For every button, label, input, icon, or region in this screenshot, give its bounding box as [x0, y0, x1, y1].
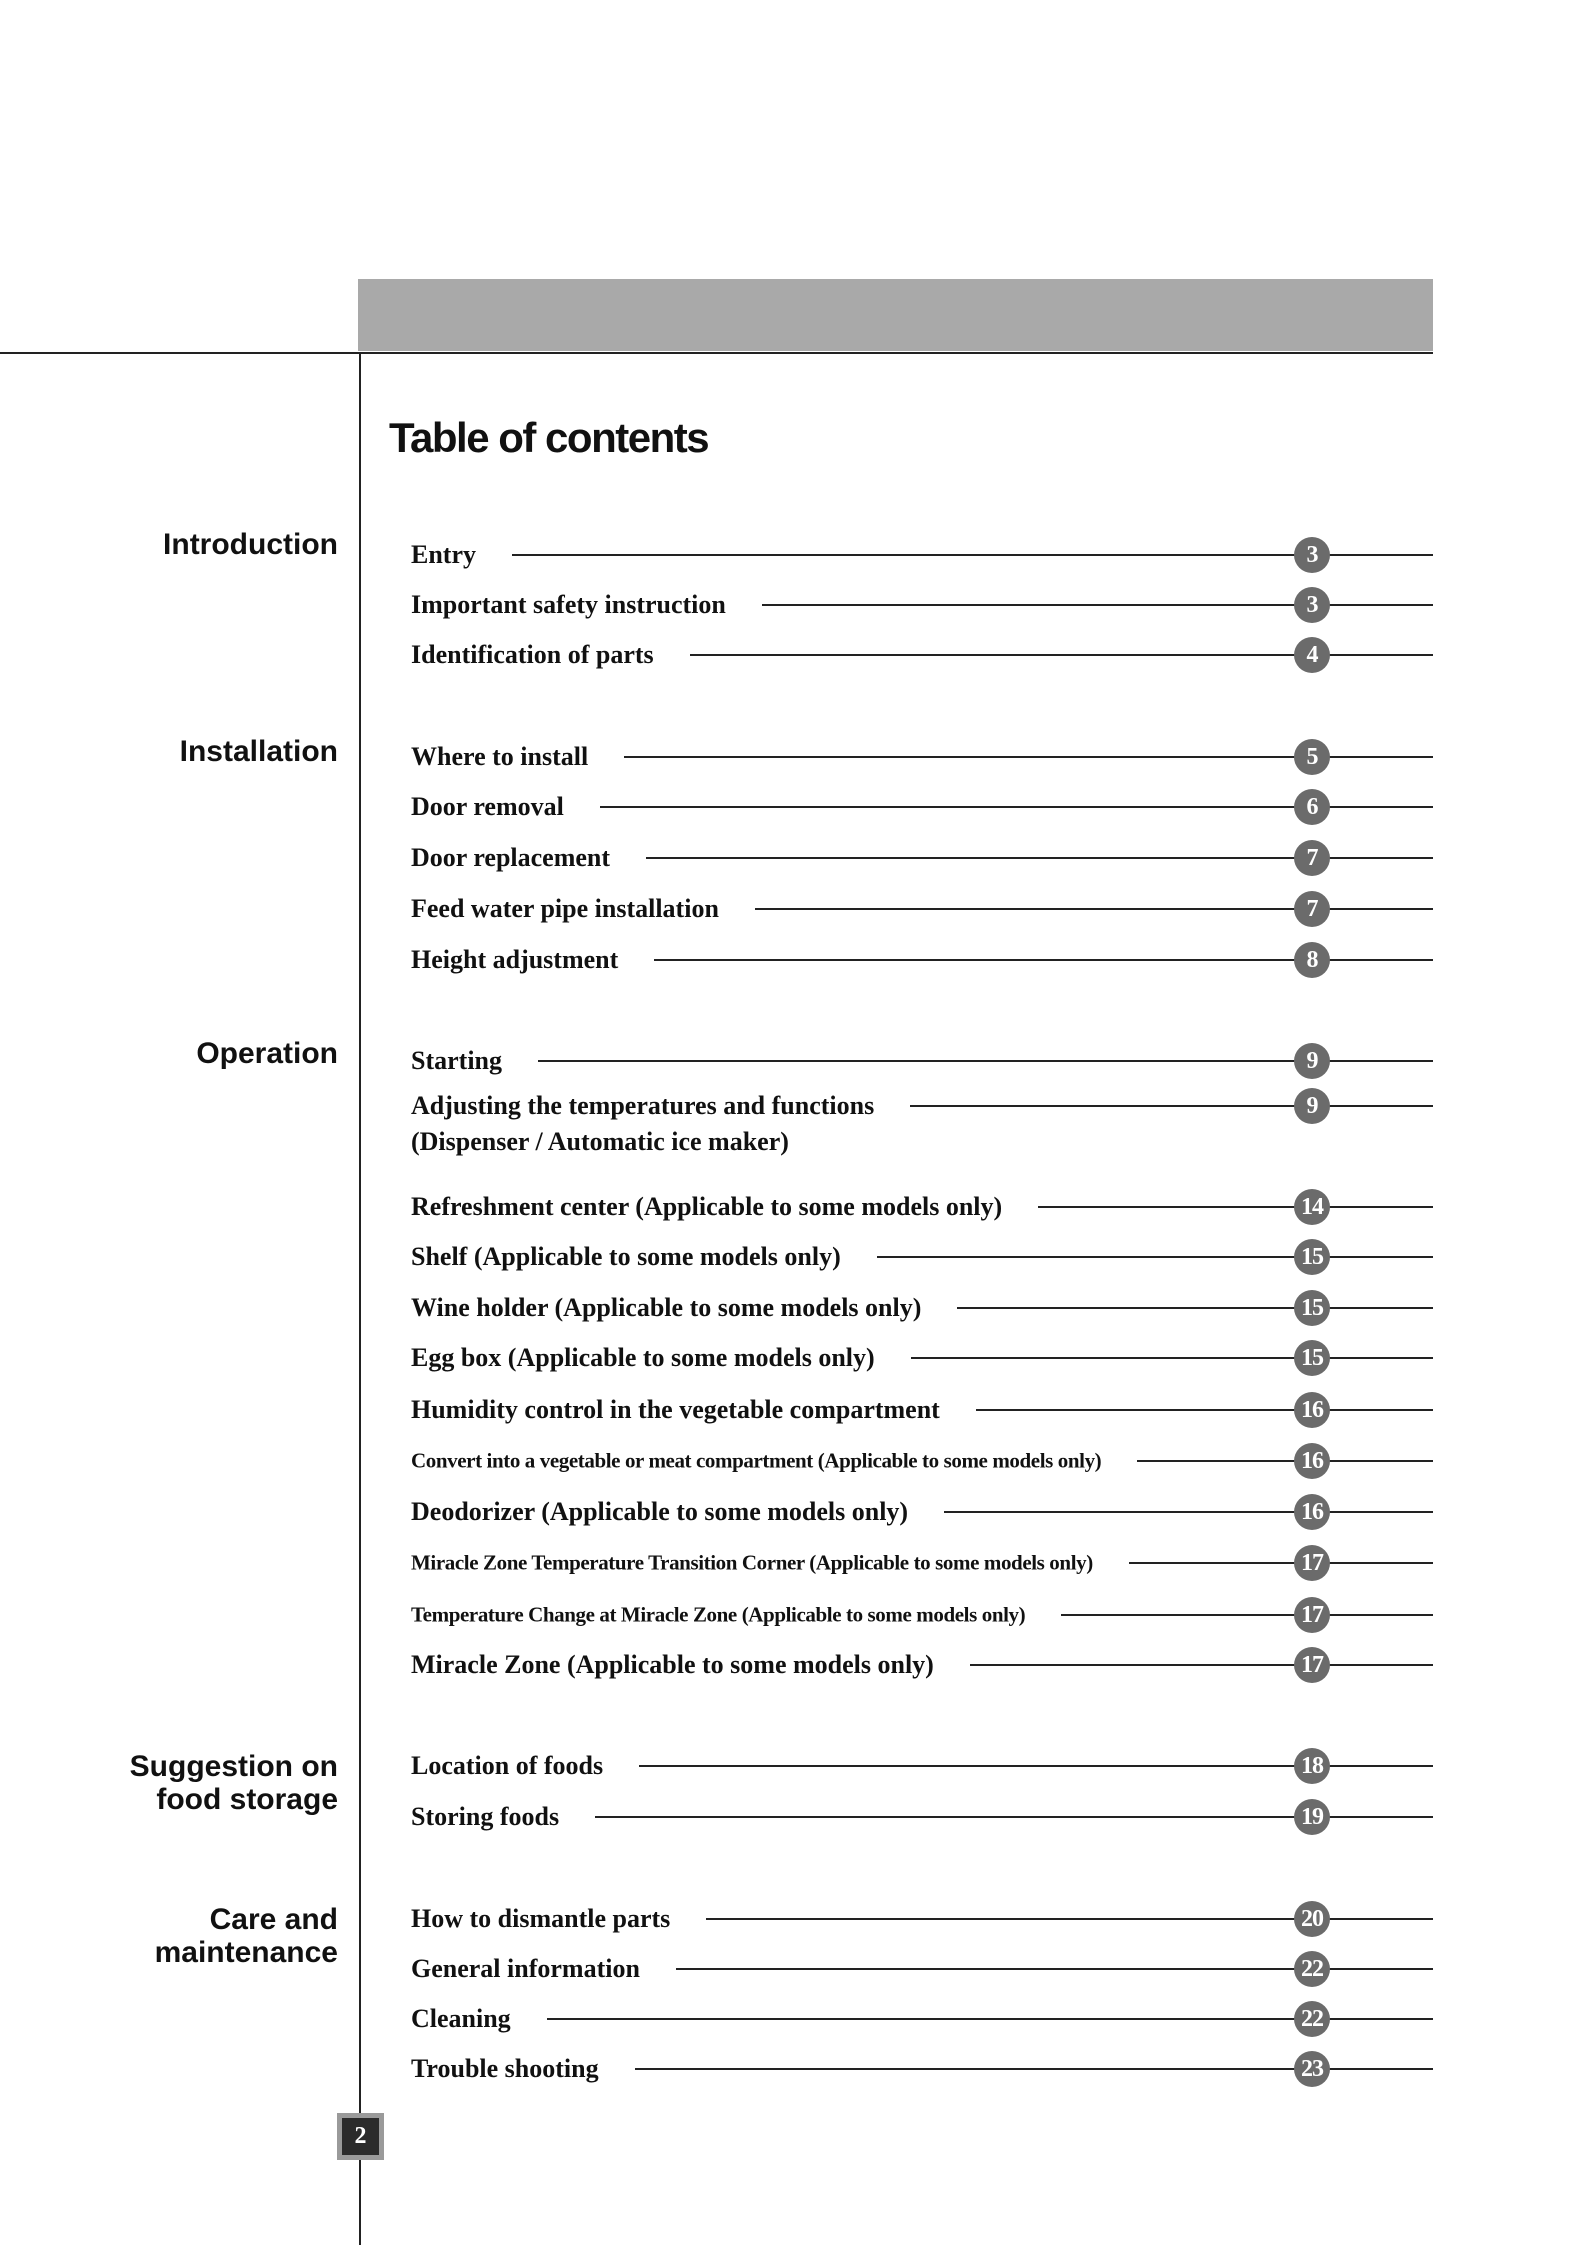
toc-entry[interactable] — [411, 1184, 1433, 1230]
leader-line — [1038, 1206, 1433, 1208]
page-number-badge: 6 — [1294, 789, 1330, 825]
toc-entry[interactable] — [411, 1743, 1433, 1789]
toc-entry[interactable] — [411, 632, 1433, 678]
toc-entry[interactable] — [411, 1896, 1433, 1942]
leader-line — [877, 1256, 1433, 1258]
toc-entry[interactable] — [411, 532, 1433, 578]
toc-entry[interactable] — [411, 1285, 1433, 1331]
page-number-badge: 3 — [1294, 587, 1330, 623]
page-number-badge: 16 — [1294, 1392, 1330, 1428]
toc-entry[interactable] — [411, 784, 1433, 830]
toc-entry[interactable] — [411, 582, 1433, 628]
leader-line — [944, 1511, 1433, 1513]
page-number-badge: 9 — [1294, 1043, 1330, 1079]
page-number-badge: 15 — [1294, 1340, 1330, 1376]
page-number-badge: 14 — [1294, 1189, 1330, 1225]
toc-entry[interactable] — [411, 1083, 1433, 1129]
margin-rule — [359, 352, 361, 2245]
toc-entry-label: Miracle Zone (Applicable to some models only) — [411, 1650, 934, 1679]
page-number: 2 — [342, 2118, 379, 2155]
toc-entry[interactable] — [411, 734, 1433, 780]
toc-entry[interactable] — [411, 2046, 1433, 2092]
toc-entry-label: Miracle Zone Temperature Transition Corner (Applicable to some models only) — [411, 1550, 1093, 1575]
page-title: Table of contents — [389, 414, 709, 461]
toc-entry-label: How to dismantle parts — [411, 1904, 671, 1933]
page-number-badge: 23 — [1294, 2051, 1330, 2087]
leader-line — [755, 908, 1433, 910]
toc-entry-label: Entry — [411, 540, 476, 569]
page-number-badge: 22 — [1294, 1951, 1330, 1987]
toc-entry[interactable] — [411, 1540, 1433, 1586]
toc-entry[interactable] — [411, 835, 1433, 881]
toc-entry-label: Cleaning — [411, 2004, 511, 2033]
page-number-badge: 17 — [1294, 1545, 1330, 1581]
toc-entry-label: Temperature Change at Miracle Zone (Applicable to some models only) — [411, 1602, 1026, 1627]
page-number-badge: 15 — [1294, 1239, 1330, 1275]
leader-line — [970, 1664, 1433, 1666]
leader-line — [911, 1357, 1433, 1359]
leader-line — [957, 1307, 1433, 1309]
toc-entry-label: Identification of parts — [411, 640, 654, 669]
page-number-badge: 7 — [1294, 840, 1330, 876]
toc-entry-label: Refreshment center (Applicable to some models only) — [411, 1192, 1003, 1221]
page-number-badge: 4 — [1294, 637, 1330, 673]
page-number-box — [337, 2113, 384, 2160]
page-number-badge: 5 — [1294, 739, 1330, 775]
section-label-introduction: Introduction — [163, 528, 338, 561]
toc-entry[interactable] — [411, 937, 1433, 983]
toc-entry[interactable] — [411, 1489, 1433, 1535]
toc-entry[interactable] — [411, 1794, 1433, 1840]
toc-entry-label: Important safety instruction — [411, 590, 726, 619]
toc-entry[interactable] — [411, 1234, 1433, 1280]
header-band — [358, 279, 1433, 351]
toc-entry-label: Shelf (Applicable to some models only) — [411, 1242, 841, 1271]
page-number-badge: 18 — [1294, 1748, 1330, 1784]
toc-entry[interactable] — [411, 1438, 1433, 1484]
toc-entry-label: Humidity control in the vegetable compartment — [411, 1395, 940, 1424]
toc-entry-label: Trouble shooting — [411, 2054, 599, 2083]
page-number-badge: 22 — [1294, 2001, 1330, 2037]
toc-entry[interactable] — [411, 1996, 1433, 2042]
toc-entry[interactable] — [411, 886, 1433, 932]
header-rule — [0, 352, 1433, 354]
leader-line — [1129, 1562, 1433, 1564]
toc-entry-label: Storing foods — [411, 1802, 560, 1831]
toc-entry[interactable] — [411, 1038, 1433, 1084]
leader-line — [1137, 1460, 1433, 1462]
toc-entry[interactable] — [411, 1387, 1433, 1433]
page-number-badge: 9 — [1294, 1088, 1330, 1124]
leader-line — [1061, 1614, 1433, 1616]
page-number-badge: 7 — [1294, 891, 1330, 927]
page-number-badge: 19 — [1294, 1799, 1330, 1835]
toc-entry-label: Location of foods — [411, 1751, 604, 1780]
toc-entry-label: Egg box (Applicable to some models only) — [411, 1343, 875, 1372]
page-number-badge: 17 — [1294, 1647, 1330, 1683]
toc-entry[interactable] — [411, 1642, 1433, 1688]
page-number-badge: 16 — [1294, 1494, 1330, 1530]
page-number-badge: 16 — [1294, 1443, 1330, 1479]
toc-entry[interactable] — [411, 1335, 1433, 1381]
toc-entry-label: Adjusting the temperatures and functions — [411, 1091, 875, 1120]
page-number-badge: 8 — [1294, 942, 1330, 978]
toc-entry-label: Starting — [411, 1046, 502, 1075]
leader-line — [910, 1105, 1433, 1107]
toc-entry-label: Feed water pipe installation — [411, 894, 719, 923]
toc-entry[interactable] — [411, 1946, 1433, 1992]
toc-entry-label: Convert into a vegetable or meat compartment (Applicable to some models only) — [411, 1448, 1102, 1473]
page-number-badge: 17 — [1294, 1597, 1330, 1633]
toc-entry-label: Height adjustment — [411, 945, 619, 974]
section-label-food-storage: Suggestion on food storage — [129, 1750, 338, 1816]
toc-entry-label: Deodorizer (Applicable to some models only) — [411, 1497, 909, 1526]
leader-line — [762, 604, 1433, 606]
toc-entry-label: General information — [411, 1954, 640, 1983]
section-label-care: Care and maintenance — [154, 1903, 338, 1969]
page-number-badge: 15 — [1294, 1290, 1330, 1326]
toc-entry[interactable] — [411, 1592, 1433, 1638]
page-number-badge: 3 — [1294, 537, 1330, 573]
toc-entry-label: Door removal — [411, 792, 564, 821]
toc-entry-label: Door replacement — [411, 843, 611, 872]
leader-line — [976, 1409, 1433, 1411]
toc-entry-subtext: (Dispenser / Automatic ice maker) — [411, 1127, 789, 1156]
toc-entry-label: Where to install — [411, 742, 589, 771]
section-label-installation: Installation — [179, 735, 338, 768]
page-number-badge: 20 — [1294, 1901, 1330, 1937]
toc-entry-label: Wine holder (Applicable to some models only) — [411, 1293, 922, 1322]
section-label-operation: Operation — [196, 1037, 338, 1070]
